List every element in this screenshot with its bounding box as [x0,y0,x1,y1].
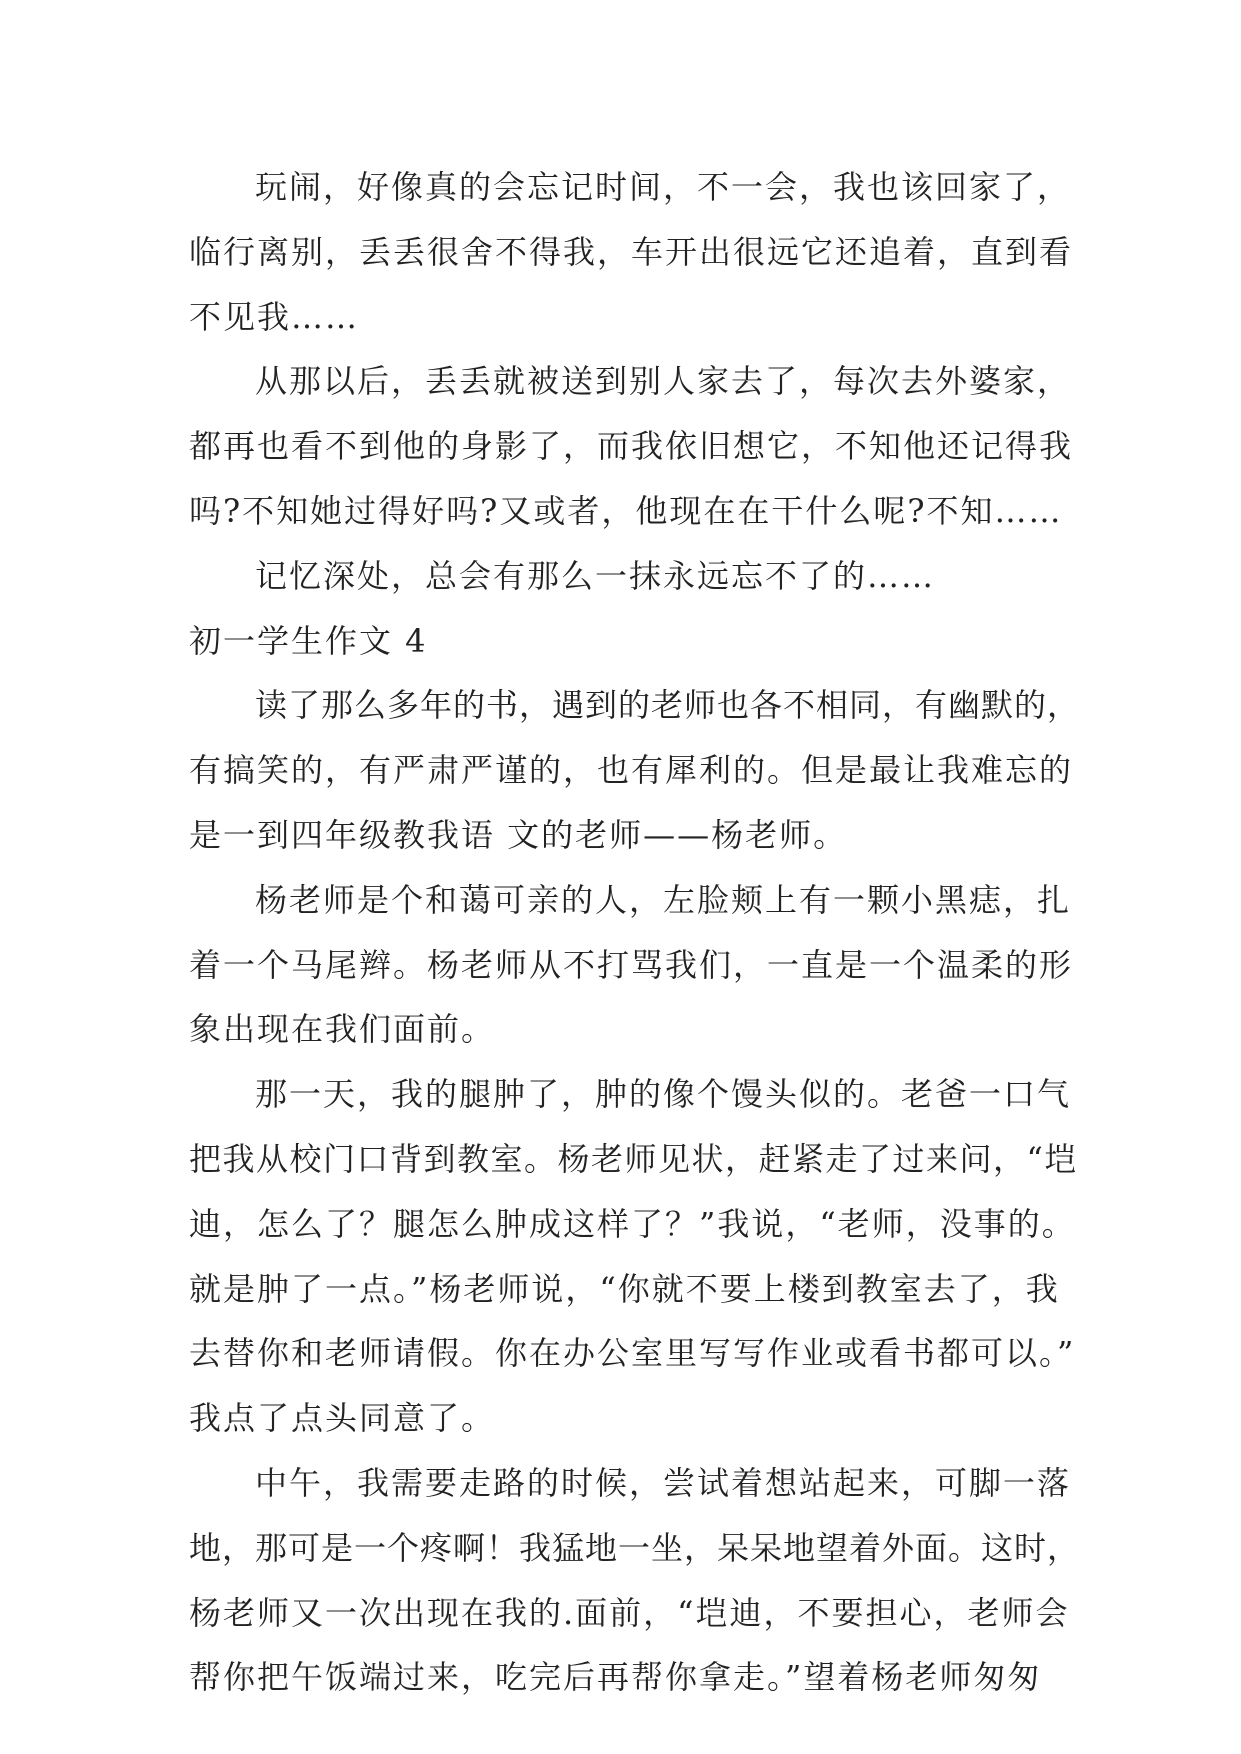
text-line: 都再也看不到他的身影了，而我依旧想它，不知他还记得我 [189,427,1074,466]
text-line: 去替你和老师请假。你在办公室里写写作业或看书都可以。” [189,1334,1076,1373]
text-line: 玩闹，好像真的会忘记时间，不一会，我也该回家了， [255,168,1072,206]
text-line: 把我从校门口背到教室。杨老师见状，赶紧走了过来问，“垲 [189,1139,1078,1178]
text-line: 有搞笑的，有严肃严谨的，也有犀利的。但是最让我难忘的 [189,751,1074,790]
text-line: 临行离别，丢丢很舍不得我，车开出很远它还追着，直到看 [189,232,1074,271]
text-line: 是一到四年级教我语 文的老师——杨老师。 [189,815,848,854]
text-line: 就是肿了一点。”杨老师说，“你就不要上楼到教室去了，我 [189,1269,1060,1308]
text-line: 帮你把午饭端过来，吃完后再帮你拿走。”望着杨老师匆匆 [189,1658,1042,1697]
text-line: 不见我…… [189,297,360,336]
text-line: 着一个马尾辫。杨老师从不打骂我们，一直是一个温柔的形 [189,945,1074,984]
text-line: 记忆深处，总会有那么一抹永远忘不了的…… [255,556,936,595]
text-line: 我点了点头同意了。 [189,1399,496,1438]
text-line: 从那以后，丢丢就被送到别人家去了，每次去外婆家， [255,362,1072,401]
section-heading: 初一学生作文 4 [189,621,428,660]
document-body [189,155,1089,1710]
text-line: 中午，我需要走路的时候，尝试着想站起来，可脚一落 [255,1463,1072,1502]
text-line: 杨老师是个和蔼可亲的人，左脸颊上有一颗小黑痣，扎 [255,880,1072,919]
text-line: 象出现在我们面前。 [189,1010,496,1049]
text-line: 读了那么多年的书，遇到的老师也各不相同，有幽默的， [255,686,1081,725]
text-line: 迪，怎么了？腿怎么肿成这样了？”我说，“老师，没事的。 [189,1204,1076,1243]
text-line: 吗?不知她过得好吗?又或者，他现在在干什么呢?不知…… [189,491,1063,530]
text-line: 地，那可是一个疼啊！我猛地一坐，呆呆地望着外面。这时， [189,1528,1081,1567]
text-line: 那一天，我的腿肿了，肿的像个馒头似的。老爸一口气 [255,1075,1072,1114]
text-line: 杨老师又一次出现在我的.面前，“垲迪，不要担心，老师会 [189,1593,1070,1632]
